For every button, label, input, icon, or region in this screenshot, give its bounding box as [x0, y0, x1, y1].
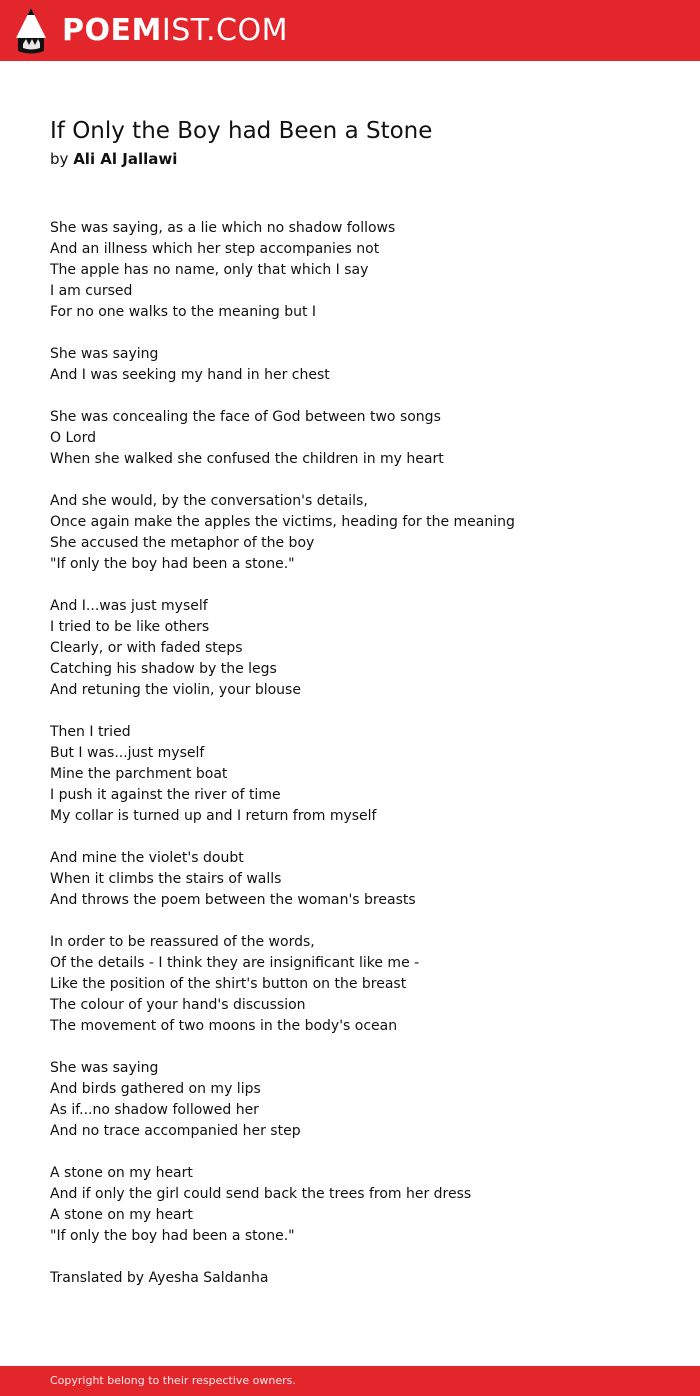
- poem-line: Translated by Ayesha Saldanha: [50, 1270, 269, 1286]
- poem-line: And throws the poem between the woman's breasts: [50, 892, 416, 908]
- poem-line: Catching his shadow by the legs: [50, 661, 277, 677]
- poem-line: A stone on my heart: [50, 1207, 193, 1223]
- poem-byline: [50, 148, 177, 170]
- poem-line: She was saying: [50, 1060, 159, 1076]
- logo-bold-text: POEM: [62, 13, 162, 48]
- poem-line: And she would, by the conversation's details,: [50, 493, 368, 509]
- stanza-break: [50, 470, 670, 491]
- poem-line: And I...was just myself: [50, 598, 208, 614]
- poem-line: But I was...just myself: [50, 745, 205, 761]
- stanza-break: [50, 1037, 670, 1058]
- poem-line: I am cursed: [50, 283, 133, 299]
- poem-line: As if...no shadow followed her: [50, 1102, 259, 1118]
- poem-line: And no trace accompanied her step: [50, 1123, 301, 1139]
- site-logo-text: [62, 8, 288, 54]
- stanza-break: [50, 575, 670, 596]
- poem-author: Ali Al Jallawi: [73, 150, 178, 168]
- poem-line: O Lord: [50, 430, 96, 446]
- poem-stanza: [50, 848, 670, 911]
- poem-line: Once again make the apples the victims, heading for the meaning: [50, 514, 515, 530]
- poem-stanza: [50, 407, 670, 470]
- poem-line: And birds gathered on my lips: [50, 1081, 261, 1097]
- poem-stanza: [50, 932, 670, 1037]
- poem-line: She accused the metaphor of the boy: [50, 535, 315, 551]
- poem-line: When it climbs the stairs of walls: [50, 871, 282, 887]
- poem-line: She was concealing the face of God between two songs: [50, 409, 441, 425]
- poem-line: And I was seeking my hand in her chest: [50, 367, 330, 383]
- stanza-break: [50, 1247, 670, 1268]
- poem-line: And an illness which her step accompanies not: [50, 241, 380, 257]
- site-logo-link[interactable]: [16, 8, 288, 54]
- poem-line: The colour of your hand's discussion: [50, 997, 306, 1013]
- poem-title: If Only the Boy had Been a Stone: [50, 118, 433, 144]
- poem-stanza: [50, 218, 670, 323]
- poem-line: Clearly, or with faded steps: [50, 640, 243, 656]
- pencil-logo-icon: [16, 8, 46, 54]
- poem-stanza: [50, 1268, 670, 1289]
- poem-stanza: [50, 491, 670, 575]
- poem-line: For no one walks to the meaning but I: [50, 304, 317, 320]
- poem-line: She was saying: [50, 346, 159, 362]
- poem-line: A stone on my heart: [50, 1165, 193, 1181]
- site-header: [0, 0, 700, 61]
- logo-light-text: IST.COM: [161, 13, 288, 48]
- stanza-break: [50, 323, 670, 344]
- poem-line: And if only the girl could send back the trees from her dress: [50, 1186, 472, 1202]
- poem-line: And mine the violet's doubt: [50, 850, 244, 866]
- poem-line: When she walked she confused the children in my heart: [50, 451, 444, 467]
- poem-line: She was saying, as a lie which no shadow follows: [50, 220, 396, 236]
- poem-line: "If only the boy had been a stone.": [50, 556, 295, 572]
- poem-line: Mine the parchment boat: [50, 766, 228, 782]
- stanza-break: [50, 827, 670, 848]
- site-footer: [0, 1366, 700, 1396]
- poem-stanza: [50, 1163, 670, 1247]
- poem-body: [50, 218, 670, 1289]
- poem-stanza: [50, 1058, 670, 1142]
- poem-line: I push it against the river of time: [50, 787, 281, 803]
- stanza-break: [50, 1142, 670, 1163]
- poem-line: Like the position of the shirt's button on the breast: [50, 976, 407, 992]
- stanza-break: [50, 911, 670, 932]
- poem-stanza: [50, 596, 670, 701]
- poem-line: I tried to be like others: [50, 619, 210, 635]
- poem-line: Then I tried: [50, 724, 131, 740]
- poem-line: In order to be reassured of the words,: [50, 934, 315, 950]
- poem-line: Of the details - I think they are insignificant like me -: [50, 955, 420, 971]
- poem-line: The movement of two moons in the body's ocean: [50, 1018, 398, 1034]
- stanza-break: [50, 701, 670, 722]
- poem-line: "If only the boy had been a stone.": [50, 1228, 295, 1244]
- stanza-break: [50, 386, 670, 407]
- poem-line: My collar is turned up and I return from myself: [50, 808, 377, 824]
- copyright-text: Copyright belong to their respective owners.: [50, 1374, 296, 1387]
- poem-stanza: [50, 344, 670, 386]
- poem-stanza: [50, 722, 670, 827]
- poem-line: And retuning the violin, your blouse: [50, 682, 301, 698]
- byline-prefix: by: [50, 150, 69, 168]
- poem-line: The apple has no name, only that which I say: [50, 262, 369, 278]
